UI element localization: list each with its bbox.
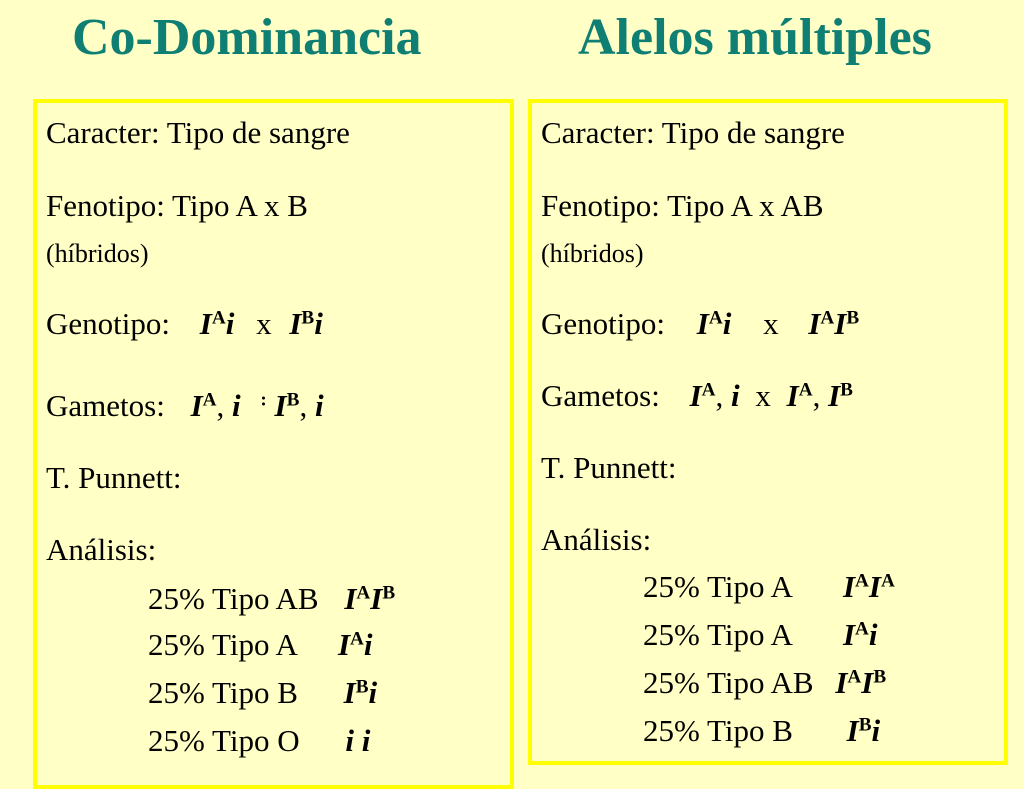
allele-symbol: i [363,627,373,662]
allele-symbol: i [314,388,324,423]
result-text: 25% Tipo A [643,569,792,604]
result-text: 25% Tipo B [643,713,793,748]
allele-symbol: i [368,675,378,710]
comma: , [216,388,225,423]
allele-symbol: I [190,388,203,423]
result-text: 25% Tipo A [148,627,297,662]
allele-symbol: I [343,675,356,710]
right-genotipo [541,306,859,342]
allele-symbol: I [834,306,847,341]
allele-symbol: I [828,378,841,413]
allele-symbol: i [361,723,371,758]
allele-superscript: A [356,582,371,604]
allele-superscript: B [301,307,315,329]
allele-symbol: i [314,306,323,341]
allele-symbol: I [289,306,302,341]
left-gametos-label: Gametos: [46,388,165,423]
allele-symbol: i [731,378,740,413]
allele-symbol: I [786,378,799,413]
allele-superscript: B [858,714,872,736]
right-caracter: Caracter: Tipo de sangre [541,115,845,150]
left-punnett: T. Punnett: [46,460,182,495]
allele-symbol: I [842,617,856,652]
allele-superscript: B [382,582,396,604]
allele-symbol: i [868,617,878,652]
left-result-row [148,723,370,759]
comma: , [299,388,308,423]
allele-superscript: A [708,307,723,329]
allele-superscript: B [846,307,860,329]
result-text: 25% Tipo A [643,617,792,652]
right-result-row [643,713,880,749]
allele-superscript: B [286,389,300,411]
allele-superscript: A [847,666,862,688]
comma: , [715,378,724,413]
left-result-row [148,675,377,711]
allele-symbol: I [861,665,874,700]
allele-symbol: i [871,713,881,748]
allele-superscript: B [873,666,887,688]
allele-symbol: I [689,378,702,413]
allele-symbol: I [808,306,821,341]
allele-superscript: B [840,379,853,401]
allele-superscript: A [855,570,869,592]
right-gametos-label: Gametos: [541,378,660,413]
allele-symbol: I [344,581,357,616]
allele-symbol: I [842,569,856,604]
right-result-row [643,665,886,701]
allele-symbol: I [846,713,859,748]
allele-symbol: I [835,665,848,700]
result-text: 25% Tipo AB [148,581,319,616]
left-gametos [46,388,324,424]
allele-symbol: i [722,306,732,341]
allele-superscript: A [701,379,716,401]
right-fenotipo: Fenotipo: Tipo A x AB [541,188,824,223]
allele-symbol: I [274,388,287,423]
cross-symbol: x [755,378,771,413]
allele-symbol: I [868,569,881,604]
title-alelos-multiples: Alelos múltiples [578,9,932,66]
right-analisis: Análisis: [541,522,652,557]
allele-superscript: B [355,676,369,698]
allele-superscript: A [202,389,217,411]
left-genotipo [46,306,323,342]
right-result-row [643,617,878,653]
allele-superscript: A [820,307,835,329]
allele-superscript: A [880,570,895,592]
allele-symbol: I [696,306,709,341]
allele-symbol: I [370,581,383,616]
allele-symbol: i [225,306,235,341]
cross-symbol: x [256,306,272,341]
comma: , [812,378,821,413]
left-result-row [148,581,395,617]
allele-symbol: i [232,388,241,423]
allele-superscript: A [855,618,869,640]
cross-symbol: x [763,306,779,341]
title-co-dominancia: Co-Dominancia [72,9,422,66]
left-fenotipo: Fenotipo: Tipo A x B [46,188,308,223]
left-analisis: Análisis: [46,532,157,567]
left-genotipo-label: Genotipo: [46,306,170,341]
right-hibridos: (híbridos) [541,239,644,268]
colon: : [260,389,267,411]
allele-symbol: I [337,627,351,662]
result-text: 25% Tipo AB [643,665,814,700]
allele-symbol: i [345,723,354,758]
left-result-row [148,627,373,663]
left-caracter: Caracter: Tipo de sangre [46,115,350,150]
allele-superscript: A [350,628,364,650]
allele-superscript: A [211,307,226,329]
allele-symbol: I [199,306,212,341]
allele-superscript: A [798,379,813,401]
right-genotipo-label: Genotipo: [541,306,665,341]
right-result-row [643,569,895,605]
result-text: 25% Tipo O [148,723,300,758]
right-punnett: T. Punnett: [541,450,677,485]
right-gametos [541,378,853,414]
result-text: 25% Tipo B [148,675,298,710]
left-hibridos: (híbridos) [46,239,149,268]
